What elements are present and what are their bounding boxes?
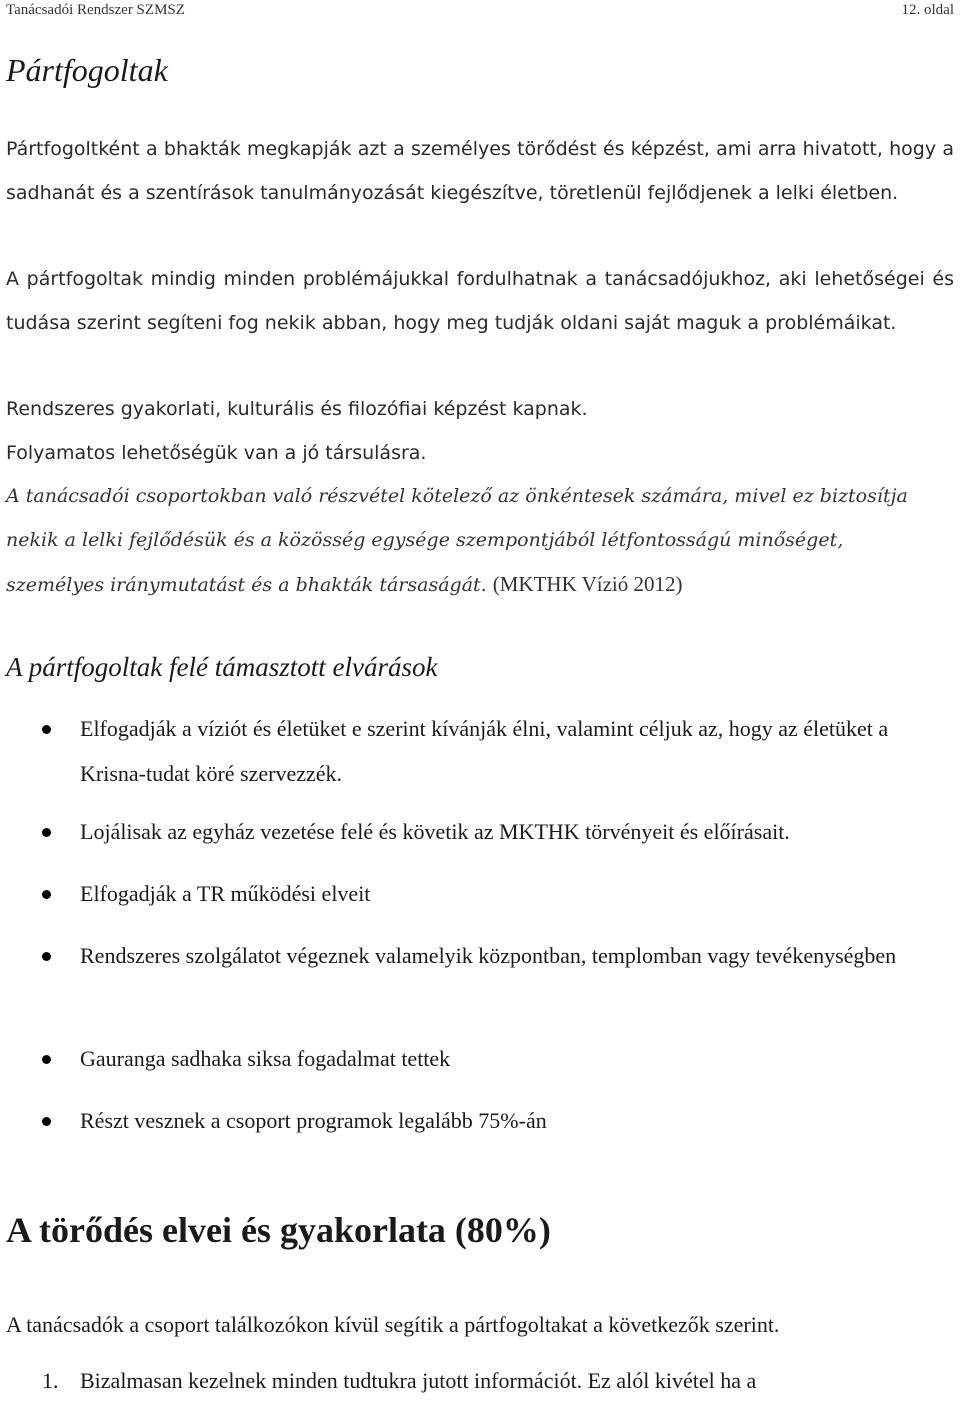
bullet-icon (42, 1055, 51, 1064)
paragraph-problems: A pártfogoltak mindig minden problémájukkal fordulhatnak a tanácsadójukhoz, aki lehetőségei és tudása szerint segíteni fog nekik abban, hogy meg tudják oldani saját maguk a problémáikat. (6, 268, 954, 334)
quote-paragraph (6, 474, 946, 607)
header-doc-title: Tanácsadói Rendszer SZMSZ (6, 2, 185, 18)
list-item-text: Rendszeres szolgálatot végeznek valamelyik központban, templomban vagy tevékenységben (80, 943, 897, 968)
paragraph-association: Folyamatos lehetőségük van a jó társulásra. (6, 442, 427, 464)
section-title-partfogoltak: Pártfogoltak (6, 52, 168, 88)
bullet-icon (42, 952, 51, 961)
numbered-item-number: 1. (42, 1368, 59, 1393)
list-item-text: Gauranga sadhaka siksa fogadalmat tettek (80, 1046, 451, 1071)
paragraph-care-intro: A tanácsadók a csoport találkozókon kívül segítik a pártfogoltakat a következők szerint. (6, 1312, 780, 1337)
numbered-item-text: Bizalmasan kezelnek minden tudtukra jutott információt. Ez alól kivétel ha a (80, 1368, 757, 1393)
paragraph-intro: Pártfogoltként a bhakták megkapják azt a személyes törődést és képzést, ami arra hivatott, hogy a sadhanát és a szentírások tanulmányozását kiegészítve, töretlenül fejlődjenek a lelki életben. (6, 138, 954, 204)
bullet-icon (42, 828, 51, 837)
running-header (6, 0, 954, 20)
quote-text: A tanácsadói csoportokban való részvétel kötelező az önkéntesek számára, mivel ez biztosítja nekik a lelki fejlődésük és a közösség egysége szempontjából létfontosságú minőséget, személyes iránymutatást és a bhakták társaságát. (6, 485, 908, 596)
bullet-icon (42, 1117, 51, 1126)
bullet-icon (42, 725, 51, 734)
list-item-text: Részt vesznek a csoport programok legalább 75%-án (80, 1108, 547, 1133)
quote-source: (MKTHK Vízió 2012) (492, 572, 683, 596)
list-item-text: Elfogadják a TR működési elveit (80, 881, 371, 906)
list-item-text: Elfogadják a víziót és életüket e szerint kívánják élni, valamint céljuk az, hogy az életüket a Krisna-tudat köré szervezzék. (80, 716, 889, 786)
list-item-text: Lojálisak az egyház vezetése felé és követik az MKTHK törvényeit és előírásait. (80, 819, 790, 844)
paragraph-training: Rendszeres gyakorlati, kulturális és filozófiai képzést kapnak. (6, 398, 588, 420)
section-title-expectations: A pártfogoltak felé támasztott elvárások (6, 652, 438, 682)
section-title-care-principles: A törődés elvei és gyakorlata (80%) (6, 1210, 551, 1250)
bullet-icon (42, 890, 51, 899)
header-page-number: 12. oldal (901, 2, 954, 18)
